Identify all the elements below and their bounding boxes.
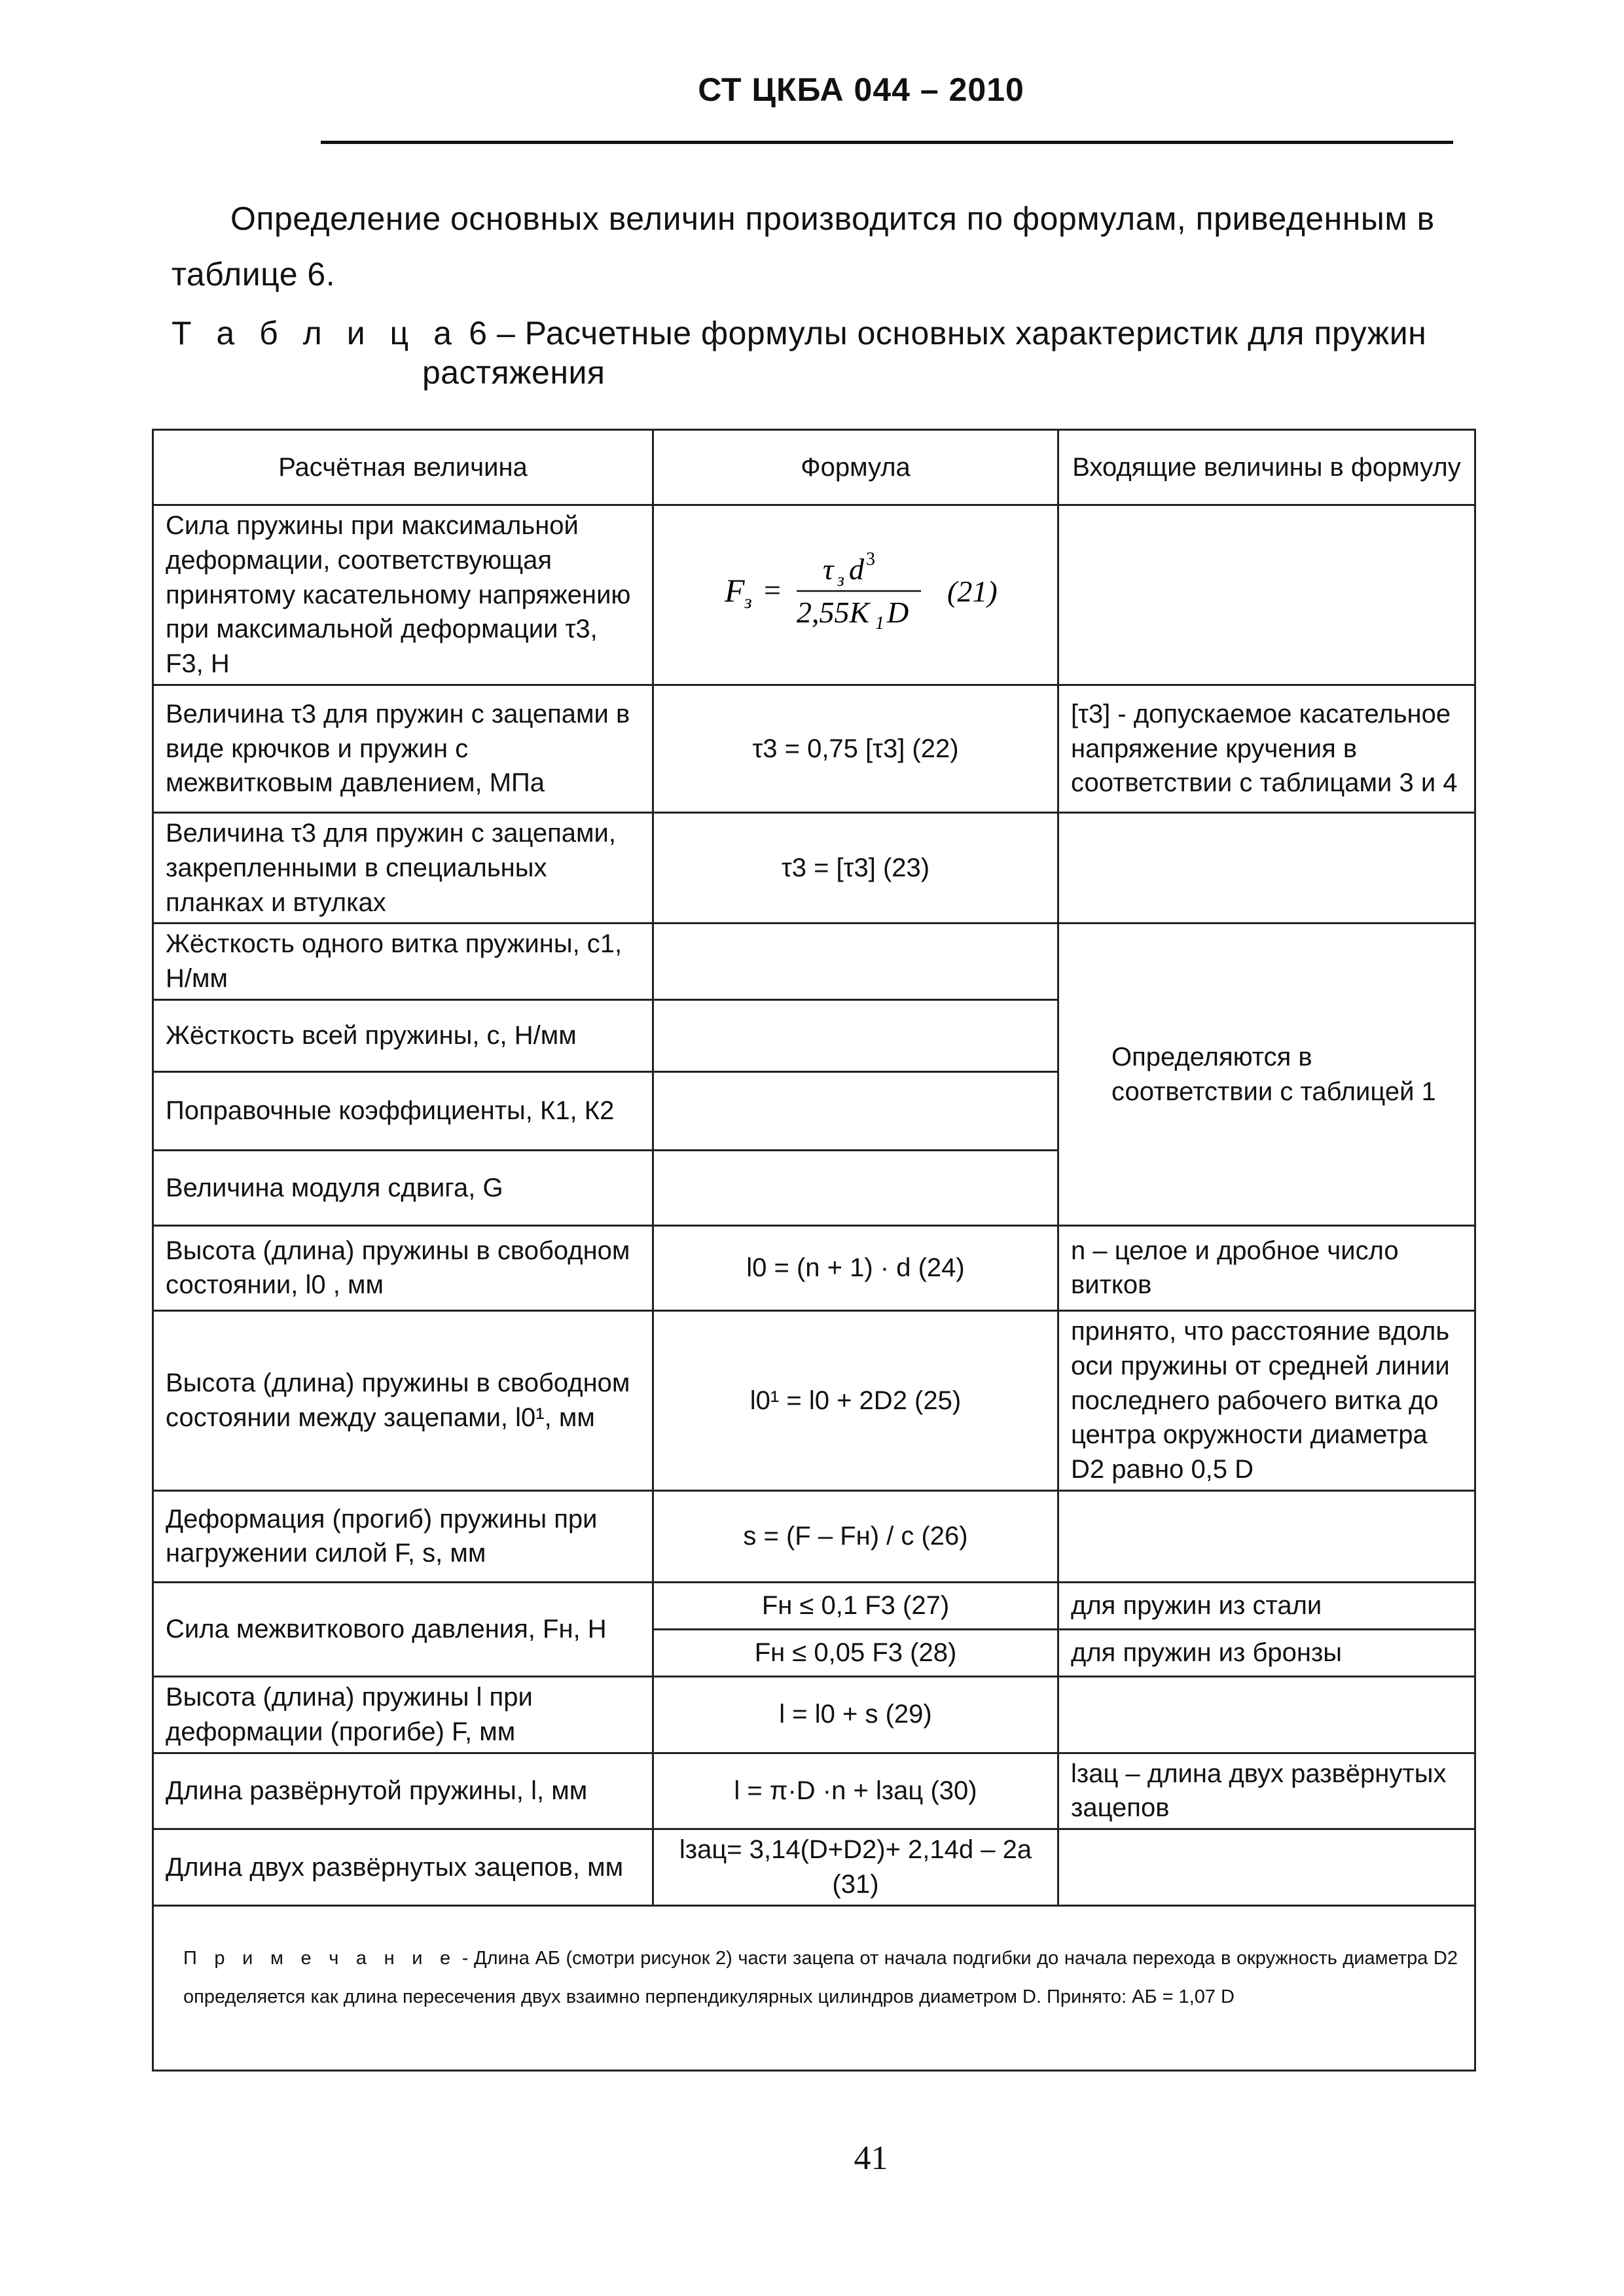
table-row — [153, 924, 1475, 1000]
formulas-table — [152, 429, 1476, 2072]
formula-cell: τ3 = 0,75 [τ3] (22) — [653, 685, 1058, 812]
formula-cell: l = π·D ·n + lзац (30) — [653, 1753, 1058, 1829]
table-row — [153, 685, 1475, 812]
formula-cell — [653, 1071, 1058, 1150]
svg-text:d: d — [849, 552, 864, 586]
inputs-cell: n – целое и дробное число витков — [1058, 1225, 1475, 1310]
formula-cell: l = l0 + s (29) — [653, 1676, 1058, 1753]
svg-text:D: D — [887, 596, 909, 630]
table-row — [153, 1225, 1475, 1310]
intro-text-line2: таблице 6. — [171, 256, 336, 293]
inputs-cell — [1058, 1829, 1475, 1906]
quantity-cell: Высота (длина) пружины l при деформации (прогибе) F, мм — [153, 1676, 653, 1753]
table-header-row — [153, 430, 1475, 505]
formula-cell: l0 = (n + 1) · d (24) — [653, 1225, 1058, 1310]
inputs-cell: [τ3] - допускаемое касательное напряжение кручения в соответствии с таблицами 3 и 4 — [1058, 685, 1475, 812]
inputs-cell: lзац – длина двух развёрнутых зацепов — [1058, 1753, 1475, 1829]
inputs-cell — [1058, 505, 1475, 685]
table-row — [153, 1676, 1475, 1753]
header-quantity: Расчётная величина — [153, 430, 653, 505]
svg-text:з: з — [837, 570, 844, 591]
table-row — [153, 505, 1475, 685]
inputs-cell-merged: Определяются в соответствии с таблицей 1 — [1058, 924, 1475, 1226]
svg-text:(21): (21) — [947, 575, 998, 609]
formula-cell: Fн ≤ 0,05 F3 (28) — [653, 1629, 1058, 1676]
table-note-row — [153, 1905, 1475, 2070]
quantity-cell: Сила межвиткового давления, Fн, Н — [153, 1582, 653, 1676]
quantity-cell: Длина двух развёрнутых зацепов, мм — [153, 1829, 653, 1906]
inputs-cell — [1058, 1490, 1475, 1582]
quantity-cell: Длина развёрнутой пружины, l, мм — [153, 1753, 653, 1829]
formula-cell: Fн ≤ 0,1 F3 (27) — [653, 1582, 1058, 1629]
formula-cell: τ3 = [τ3] (23) — [653, 812, 1058, 923]
quantity-cell: Высота (длина) пружины в свободном состоянии, l0 , мм — [153, 1225, 653, 1310]
svg-text:=: = — [764, 573, 781, 607]
formula-cell: s = (F – Fн) / c (26) — [653, 1490, 1058, 1582]
table-row — [153, 1829, 1475, 1906]
quantity-cell: Поправочные коэффициенты, К1, К2 — [153, 1071, 653, 1150]
svg-text:з: з — [744, 591, 752, 613]
formula-cell: l0¹ = l0 + 2D2 (25) — [653, 1310, 1058, 1490]
note-label: П р и м е ч а н и е — [183, 1947, 457, 1969]
formula-cell — [653, 999, 1058, 1071]
svg-text:3: 3 — [866, 549, 875, 570]
svg-text:1: 1 — [875, 613, 884, 634]
formula-cell — [653, 505, 1058, 685]
header-formula: Формула — [653, 430, 1058, 505]
table-row — [153, 1490, 1475, 1582]
header-inputs: Входящие величины в формулу — [1058, 430, 1475, 505]
inputs-cell — [1058, 1676, 1475, 1753]
svg-text:F: F — [725, 572, 745, 609]
formula-cell: lзац= 3,14(D+D2)+ 2,14d – 2a (31) — [653, 1829, 1058, 1906]
table-row — [153, 1310, 1475, 1490]
formula-cell — [653, 1150, 1058, 1225]
table-note — [153, 1905, 1475, 2070]
inputs-cell — [1058, 812, 1475, 923]
quantity-cell: Величина τ3 для пружин с зацепами, закрепленными в специальных планках и втулках — [153, 812, 653, 923]
table-caption — [171, 314, 1426, 352]
quantity-cell: Величина модуля сдвига, G — [153, 1150, 653, 1225]
quantity-cell: Сила пружины при максимальной деформации, соответствующая принятому касательному напряжению при максимальной деформации τ3, F3, Н — [153, 505, 653, 685]
intro-text-line1: Определение основных величин производится по формулам, приведенным в — [230, 200, 1435, 237]
quantity-cell: Высота (длина) пружины в свободном состоянии между зацепами, l0¹, мм — [153, 1310, 653, 1490]
table-caption-line2: растяжения — [422, 354, 605, 391]
formula-21 — [698, 541, 1013, 639]
quantity-cell: Жёсткость всей пружины, с, Н/мм — [153, 999, 653, 1071]
inputs-cell: для пружин из бронзы — [1058, 1629, 1475, 1676]
page-number: 41 — [854, 2140, 888, 2177]
quantity-cell: Жёсткость одного витка пружины, с1, Н/мм — [153, 924, 653, 1000]
svg-text:τ: τ — [823, 552, 834, 586]
table-row — [153, 1753, 1475, 1829]
table-row — [153, 812, 1475, 923]
table-caption-label: Т а б л и ц а — [171, 315, 460, 351]
document-code-header: СТ ЦКБА 044 – 2010 — [698, 71, 1024, 108]
svg-text:2,55K: 2,55K — [797, 596, 870, 630]
table-row — [153, 1582, 1475, 1629]
quantity-cell: Величина τ3 для пружин с зацепами в виде крючков и пружин с межвитковым давлением, МПа — [153, 685, 653, 812]
formula-cell — [653, 924, 1058, 1000]
note-text: - Длина АБ (смотри рисунок 2) части зацепа от начала подгибки до начала перехода в окружность диаметра D2 определяется как длина пересечения двух взаимно перпендикулярных цилиндров диаметром D. Принято: АБ = 1,07 D — [183, 1947, 1458, 2008]
header-divider — [321, 141, 1453, 144]
inputs-cell: для пружин из стали — [1058, 1582, 1475, 1629]
inputs-cell: принято, что расстояние вдоль оси пружины от средней линии последнего рабочего витка до центра окружности диаметра D2 равно 0,5 D — [1058, 1310, 1475, 1490]
quantity-cell: Деформация (прогиб) пружины при нагружении силой F, s, мм — [153, 1490, 653, 1582]
table-caption-title: 6 – Расчетные формулы основных характеристик для пружин — [459, 315, 1427, 351]
